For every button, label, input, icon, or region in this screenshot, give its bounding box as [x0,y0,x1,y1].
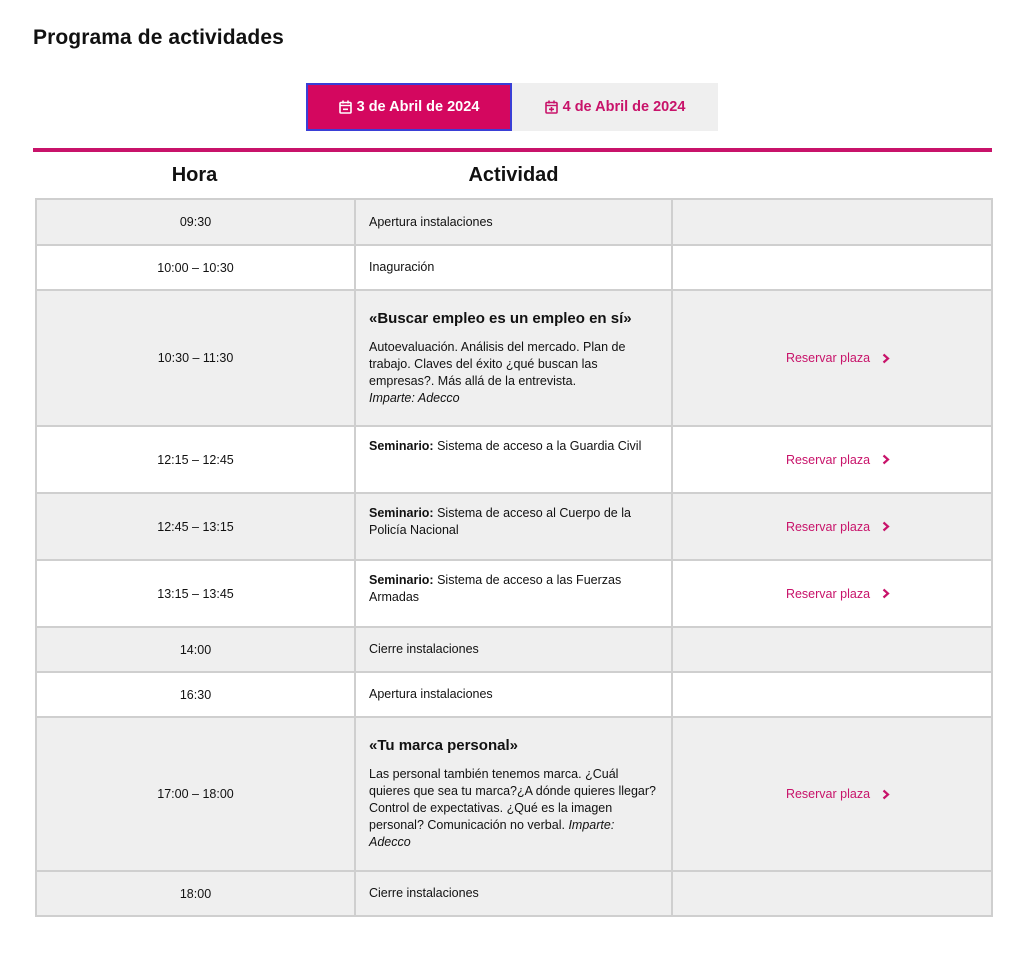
time-cell: 18:00 [36,871,355,916]
activity-cell [355,290,672,426]
table-row [36,290,992,426]
page-title: Programa de actividades [33,26,284,49]
reserve-button[interactable] [786,787,890,801]
table-row [36,627,992,672]
time-cell: 13:15 – 13:45 [36,560,355,627]
column-headers [35,152,992,198]
time-cell: 12:45 – 13:15 [36,493,355,560]
time-cell: 09:30 [36,199,355,245]
reserve-button[interactable] [786,587,890,601]
activity-cell: Apertura instalaciones [355,199,672,245]
tab-3-april[interactable] [306,83,512,131]
action-cell [672,290,992,426]
activity-description [369,339,658,407]
table-row [36,199,992,245]
column-header-actividad: Actividad [468,163,559,186]
reserve-label: Reservar plaza [785,519,871,534]
reserve-label: Reservar plaza [785,787,871,801]
action-cell [672,717,992,871]
schedule-table [35,198,993,917]
activity-cell [355,717,672,871]
activity-cell [355,560,672,627]
reserve-label: Reservar plaza [785,351,871,365]
tab-label: 3 de Abril de 2024 [356,99,480,115]
reserve-button[interactable] [786,351,890,365]
table-row [36,560,992,627]
chevron-right-icon [882,454,890,465]
column-header-hora: Hora [171,163,218,186]
activity-title: «Buscar empleo es un empleo en sí» [369,309,632,327]
activity-cell: Cierre instalaciones [355,871,672,916]
calendar-minus-icon [339,100,352,114]
action-cell [672,871,992,916]
reserve-label: Reservar plaza [785,586,871,601]
chevron-right-icon [882,789,890,800]
activity-cell: Apertura instalaciones [355,672,672,717]
action-cell [672,426,992,493]
action-cell [672,560,992,627]
table-row [36,426,992,493]
tab-4-april[interactable] [512,83,718,131]
action-cell [672,672,992,717]
seminar-prefix: Seminario: [369,573,434,587]
imparte-text: Imparte: Adecco [369,390,460,405]
time-cell: 17:00 – 18:00 [36,717,355,871]
activity-text: Sistema de acceso a la Guardia Civil [437,439,642,453]
action-cell [672,199,992,245]
time-cell: 12:15 – 12:45 [36,426,355,493]
reserve-button[interactable] [786,453,890,467]
chevron-right-icon [882,521,890,532]
chevron-right-icon [882,588,890,599]
activity-cell [355,426,672,493]
calendar-plus-icon [545,100,558,114]
activity-text: Sistema de acceso a las Fuerzas Armadas [369,573,622,604]
reserve-button[interactable] [786,520,890,534]
table-row [36,493,992,560]
time-cell: 14:00 [36,627,355,672]
activity-description [369,766,658,851]
time-cell: 10:00 – 10:30 [36,245,355,290]
chevron-right-icon [882,353,890,364]
reserve-label: Reservar plaza [785,452,871,467]
time-cell: 16:30 [36,672,355,717]
activity-cell [355,493,672,560]
seminar-prefix: Seminario: [369,506,434,520]
seminar-prefix: Seminario: [369,439,434,453]
activity-title: «Tu marca personal» [369,737,518,754]
table-row [36,871,992,916]
table-row [36,672,992,717]
table-row [36,245,992,290]
activity-text: Sistema de acceso al Cuerpo de la Policía Nacional [369,506,631,537]
action-cell [672,245,992,290]
tab-label: 4 de Abril de 2024 [562,99,686,115]
activity-cell: Inaguración [355,245,672,290]
date-tabs [306,83,718,131]
action-cell [672,627,992,672]
action-cell [672,493,992,560]
description-text: Autoevaluación. Análisis del mercado. Plan de trabajo. Claves del éxito ¿qué buscan las empresas?. Más allá de la entrevista. [369,339,626,388]
imparte-text: Imparte: Adecco [369,818,615,849]
table-row [36,717,992,871]
description-text: Las personal también tenemos marca. ¿Cuál quieres que sea tu marca?¿A dónde quieres llegar? Control de expectativas. ¿Qué es la imagen personal? Comunicación no verbal. [369,767,656,832]
time-cell: 10:30 – 11:30 [36,290,355,426]
activity-cell: Cierre instalaciones [355,627,672,672]
